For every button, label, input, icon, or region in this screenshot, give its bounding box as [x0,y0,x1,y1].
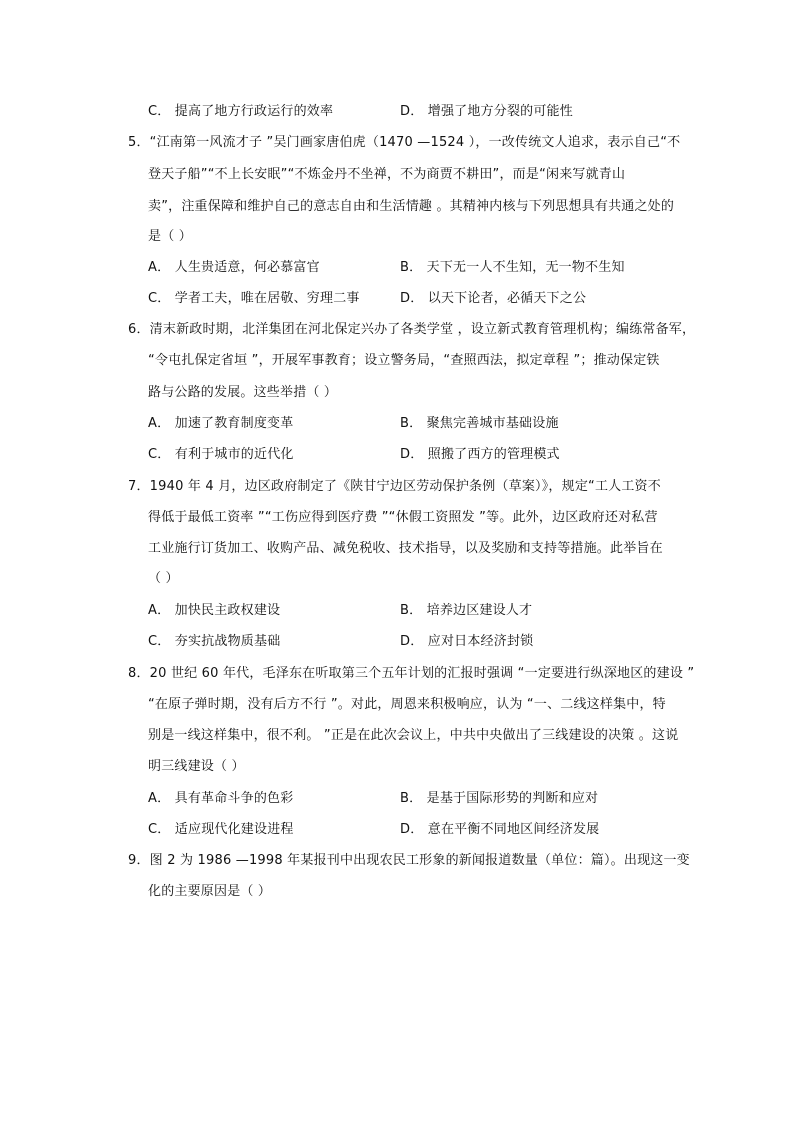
q6-option-d: D． 照搬了西方的管理模式 [400,447,560,462]
q7-stem-line: （ ） [148,571,179,586]
q7-option-c: C． 夯实抗战物质基础 [148,634,281,649]
q8-option-c: C． 适应现代化建设进程 [148,822,294,837]
q5-option-a: A． 人生贵适意，何必慕富官 [148,260,320,275]
q9-stem-line: 化的主要原因是（ ） [148,884,272,899]
q5-stem-line: 登天子船”“不上长安眠”“不炼金丹不坐禅，不为商贾不耕田”，而是“闲来写就青山 [148,167,626,182]
q6-stem-line: 路与公路的发展。这些举措（ ） [148,385,338,400]
q5-stem-line: 卖”，注重保障和维护自己的意志自由和生活情趣 。其精神内核与下列思想具有共通之处的 [148,199,675,214]
q5-stem-line: 5．“江南第一风流才子 ”吴门画家唐伯虎（1470 —1524 ），一改传统文人追求，表示自己“不 [128,135,681,150]
q5-option-c: C． 学者工夫，唯在居敬、穷理二事 [148,291,360,306]
q6-stem-line: 6．清末新政时期，北洋集团在河北保定兴办了各类学堂 ，设立新式教育管理机构；编练常备军， [128,322,696,337]
q8-option-d: D． 意在平衡不同地区间经济发展 [400,822,600,837]
q4-option-d: D． 增强了地方分裂的可能性 [400,104,573,119]
q7-stem-line: 得低于最低工资率 ”“工伤应得到医疗费 ”“休假工资照发 ”等。此外，边区政府还对私营 [148,510,658,525]
q6-option-b: B． 聚焦完善城市基础设施 [400,416,559,431]
q5-option-d: D． 以天下论者，必循天下之公 [400,291,587,306]
q5-option-b: B． 天下无一人不生知，无一物不生知 [400,260,625,275]
q8-option-b: B． 是基于国际形势的判断和应对 [400,791,599,806]
q7-stem-line: 7．1940 年 4 月，边区政府制定了《陕甘宁边区劳动保护条例（草案）》，规定“工人工资不 [128,479,661,494]
q7-option-d: D． 应对日本经济封锁 [400,634,534,649]
q7-option-b: B． 培养边区建设人才 [400,603,533,618]
q6-option-c: C． 有利于城市的近代化 [148,447,294,462]
q5-stem-line: 是（ ） [148,229,192,244]
q7-stem-line: 工业施行订货加工、收购产品、减免税收、技术指导，以及奖励和支持等措施。此举旨在 [148,541,663,556]
q8-option-a: A． 具有革命斗争的色彩 [148,791,294,806]
q7-option-a: A． 加快民主政权建设 [148,603,281,618]
q8-stem-line: 8．20 世纪 60 年代，毛泽东在听取第三个五年计划的汇报时强调 “一定要进行纵深地区的建设 ” [128,666,695,681]
q8-stem-line: 别是一线这样集中，很不利。 ”正是在此次会议上，中共中央做出了三线建设的决策 。这说 [148,728,679,743]
q8-stem-line: “在原子弹时期，没有后方不行 ”。对此，周恩来积极响应，认为 “一、二线这样集中，特 [148,697,666,712]
q9-stem-line: 9．图 2 为 1986 —1998 年某报刊中出现农民工形象的新闻报道数量（单位：篇）。出现这一变 [128,853,690,868]
q8-stem-line: 明三线建设（ ） [148,759,245,774]
q6-option-a: A． 加速了教育制度变革 [148,416,294,431]
q6-stem-line: “令屯扎保定省垣 ”，开展军事教育；设立警务局，“查照西法，拟定章程 ”；推动保定铁 [148,353,660,368]
q4-option-c: C． 提高了地方行政运行的效率 [148,104,334,119]
